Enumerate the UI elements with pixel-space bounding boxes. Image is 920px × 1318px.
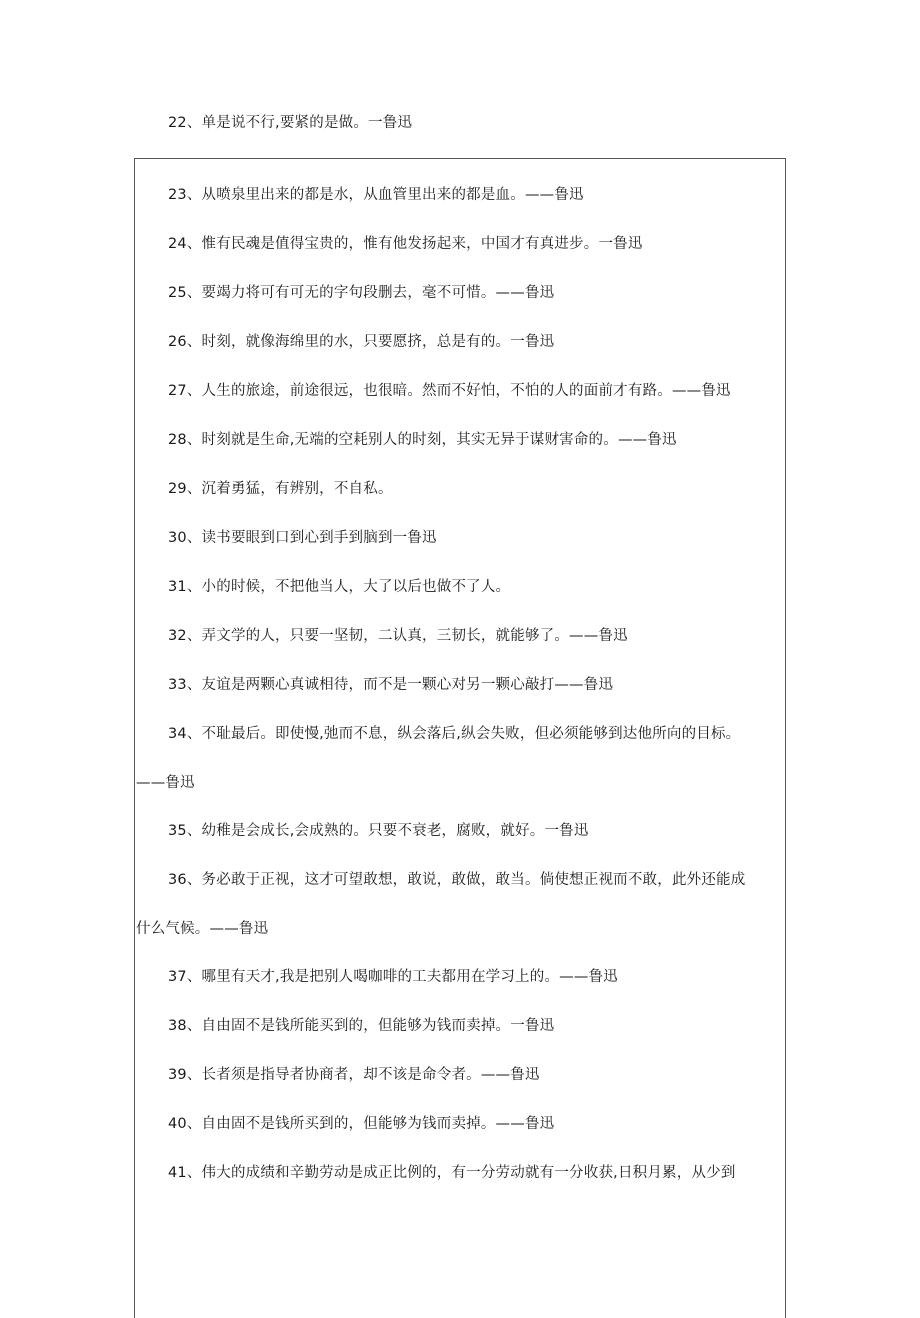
quote-35: 35、幼稚是会成长,会成熟的。只要不衰老，腐败，就好。一鲁迅 xyxy=(168,823,589,839)
quote-34-continuation: ——鲁迅 xyxy=(136,775,195,791)
quote-41: 41、伟大的成绩和辛勤劳动是成正比例的，有一分劳动就有一分收获,日积月累，从少到 xyxy=(168,1165,736,1181)
quote-25: 25、要竭力将可有可无的字句段删去，毫不可惜。——鲁迅 xyxy=(168,285,555,301)
quote-34: 34、不耻最后。即使慢,弛而不息，纵会落后,纵会失败，但必须能够到达他所向的目标。 xyxy=(168,726,741,742)
quote-29: 29、沉着勇猛，有辨别，不自私。 xyxy=(168,481,393,497)
quote-30: 30、读书要眼到口到心到手到脑到一鲁迅 xyxy=(168,530,437,546)
quote-27: 27、人生的旅途，前途很远，也很暗。然而不好怕，不怕的人的面前才有路。——鲁迅 xyxy=(168,383,731,399)
quote-32: 32、弄文学的人，只要一坚韧，二认真，三韧长，就能够了。——鲁迅 xyxy=(168,628,628,644)
quote-36-continuation: 什么气候。——鲁迅 xyxy=(136,921,269,937)
quote-24: 24、惟有民魂是值得宝贵的，惟有他发扬起来，中国才有真进步。一鲁迅 xyxy=(168,236,643,252)
quote-38: 38、自由固不是钱所能买到的，但能够为钱而卖掉。一鲁迅 xyxy=(168,1018,555,1034)
quote-22: 22、单是说不行,要紧的是做。一鲁迅 xyxy=(168,115,413,131)
quote-40: 40、自由固不是钱所买到的，但能够为钱而卖掉。——鲁迅 xyxy=(168,1116,555,1132)
quote-26: 26、时刻，就像海绵里的水，只要愿挤，总是有的。一鲁迅 xyxy=(168,334,555,350)
quote-23: 23、从喷泉里出来的都是水，从血管里出来的都是血。——鲁迅 xyxy=(168,187,584,203)
quote-39: 39、长者须是指导者协商者，却不该是命令者。——鲁迅 xyxy=(168,1067,540,1083)
quote-37: 37、哪里有天才,我是把别人喝咖啡的工夫都用在学习上的。——鲁迅 xyxy=(168,969,618,985)
quote-33: 33、友谊是两颗心真诚相待，而不是一颗心对另一颗心敲打——鲁迅 xyxy=(168,677,614,693)
quote-31: 31、小的时候，不把他当人，大了以后也做不了人。 xyxy=(168,579,511,595)
quote-36: 36、务必敢于正视，这才可望敢想，敢说，敢做，敢当。倘使想正视而不敢，此外还能成 xyxy=(168,872,746,888)
quote-28: 28、时刻就是生命,无端的空耗别人的时刻，其实无异于谋财害命的。——鲁迅 xyxy=(168,432,677,448)
